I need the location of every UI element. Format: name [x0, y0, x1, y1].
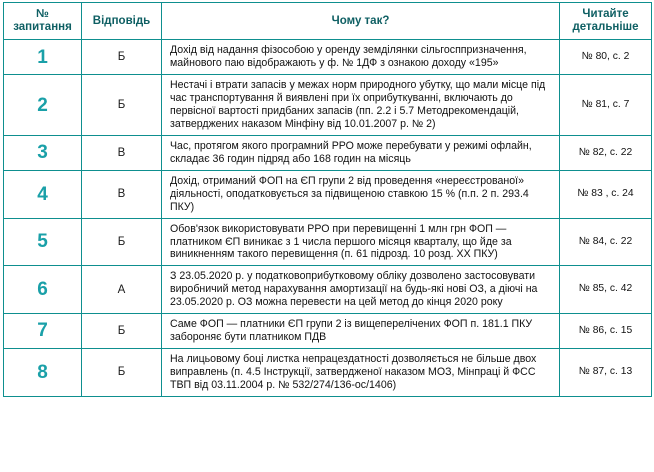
cell-question-number: 3	[4, 135, 82, 170]
header-more-line2: детальніше	[572, 21, 639, 34]
cell-question-number: 6	[4, 266, 82, 314]
table-row	[4, 348, 652, 396]
table-row	[4, 218, 652, 266]
cell-question-number: 4	[4, 170, 82, 218]
header-more-line1: Читайте	[582, 8, 629, 20]
cell-answer: Б	[82, 218, 162, 266]
cell-explanation: На лицьовому боці листка непрацездатності дозволяється не більше двох виправлень (п. 4.5 Інструкції, затвердженої наказом МОЗ, Мінпраці й ФСС ТВП від 03.11.2004 р. № 532/274/136-ос/1406)	[162, 348, 560, 396]
table-row	[4, 135, 652, 170]
cell-explanation: Дохід, отриманий ФОП на ЄП групи 2 від проведення «нереєстрованої» діяльності, оподатковується за підвищеною ставкою 15 % (п.п. 2 п. 293.4 ПКУ)	[162, 170, 560, 218]
cell-explanation: Дохід від надання фізособою у оренду земділянки сільгосппризначення, майнового паю відображають у ф. № 1ДФ з ознакою доходу «195»	[162, 40, 560, 75]
column-header-question-number	[4, 3, 82, 40]
cell-reference: № 84, с. 22	[560, 218, 652, 266]
answers-table	[3, 2, 652, 397]
cell-question-number: 8	[4, 348, 82, 396]
cell-explanation: З 23.05.2020 р. у податковоприбутковому обліку дозволено застосовувати виробничий метод нарахування амортизації на будь-які нові ОЗ, а діючі на 23.05.2020 р. ОЗ можна перевести на цей метод до кінця 2020 року	[162, 266, 560, 314]
cell-answer: Б	[82, 40, 162, 75]
table-header	[4, 3, 652, 40]
column-header-answer: Відповідь	[82, 3, 162, 40]
cell-question-number: 1	[4, 40, 82, 75]
cell-question-number: 2	[4, 75, 82, 136]
table-row	[4, 170, 652, 218]
header-question-number-line1: №	[36, 8, 49, 20]
cell-reference: № 85, с. 42	[560, 266, 652, 314]
table-row	[4, 75, 652, 136]
column-header-why: Чому так?	[162, 3, 560, 40]
column-header-more	[560, 3, 652, 40]
table-row	[4, 314, 652, 349]
cell-answer: А	[82, 266, 162, 314]
table-row	[4, 266, 652, 314]
cell-answer: В	[82, 170, 162, 218]
cell-answer: В	[82, 135, 162, 170]
cell-explanation: Обов'язок використовувати РРО при перевищенні 1 млн грн ФОП — платником ЄП виникає з 1 числа першого місяця кварталу, що йде за виникненням такого перевищення (п. 61 підрозд. 10 розд. XX ПКУ)	[162, 218, 560, 266]
cell-reference: № 80, с. 2	[560, 40, 652, 75]
cell-reference: № 87, с. 13	[560, 348, 652, 396]
cell-reference: № 81, с. 7	[560, 75, 652, 136]
cell-answer: Б	[82, 75, 162, 136]
cell-answer: Б	[82, 314, 162, 349]
cell-answer: Б	[82, 348, 162, 396]
table-row	[4, 40, 652, 75]
cell-reference: № 82, с. 22	[560, 135, 652, 170]
cell-explanation: Саме ФОП — платники ЄП групи 2 із вищеперелічених ФОП п. 181.1 ПКУ забороняє бути платником ПДВ	[162, 314, 560, 349]
header-row	[4, 3, 652, 40]
cell-question-number: 5	[4, 218, 82, 266]
header-question-number-line2: запитання	[13, 21, 72, 34]
cell-explanation: Нестачі і втрати запасів у межах норм природного убутку, що мали місце під час транспортування й виявлені при їх оприбуткуванні, включають до первісної вартості придбаних запасів (пп. 2.2 і 5.7 Методрекомендацій, затверджених наказом Мінфіну від 10.01.2007 р. № 2)	[162, 75, 560, 136]
table-body	[4, 40, 652, 396]
cell-reference: № 83 , с. 24	[560, 170, 652, 218]
cell-explanation: Час, протягом якого програмний РРО може перебувати у режимі офлайн, складає 36 годин підряд або 168 годин на місяць	[162, 135, 560, 170]
cell-reference: № 86, с. 15	[560, 314, 652, 349]
cell-question-number: 7	[4, 314, 82, 349]
